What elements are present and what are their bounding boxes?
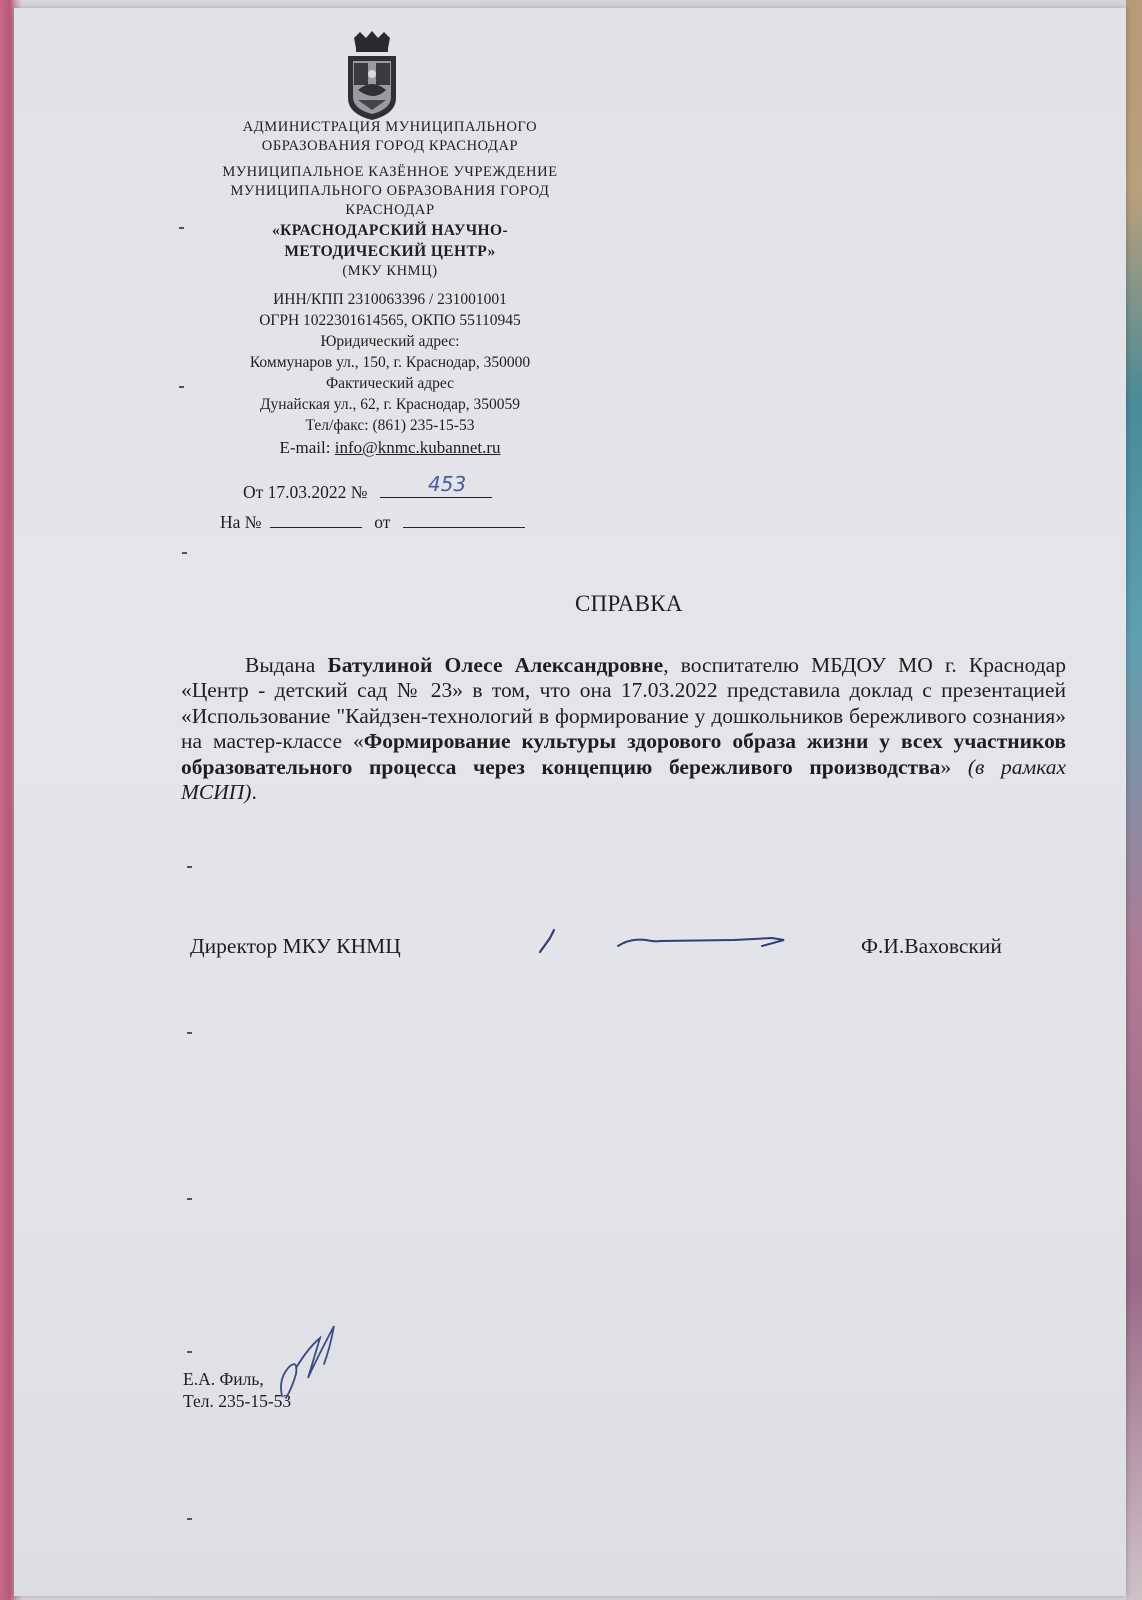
- executor-name: Е.А. Филь,: [183, 1369, 264, 1389]
- margin-mark: [187, 1198, 192, 1200]
- header-line-3: МУНИЦИПАЛЬНОЕ КАЗЁННОЕ УЧРЕЖДЕНИЕ: [222, 164, 558, 180]
- header-line-5: КРАСНОДАР: [345, 202, 435, 218]
- actual-address: Дунайская ул., 62, г. Краснодар, 350059: [259, 396, 521, 413]
- margin-mark: [187, 1351, 192, 1353]
- signatory-name: Ф.И.Ваховский: [861, 934, 1002, 958]
- reference-number-blank: [270, 527, 362, 528]
- header-line-1: АДМИНИСТРАЦИЯ МУНИЦИПАЛЬНОГО: [242, 119, 538, 135]
- org-name-line-2: МЕТОДИЧЕСКИЙ ЦЕНТР»: [284, 243, 496, 260]
- header-block: [190, 118, 590, 460]
- reference-line: [220, 512, 525, 533]
- coat-of-arms-emblem: [344, 30, 400, 122]
- reference-from-label: от: [374, 512, 391, 532]
- margin-mark: [179, 227, 184, 229]
- document-title: СПРАВКА: [575, 591, 683, 616]
- inn-line: ИНН/КПП 2310063396 / 231001001: [273, 291, 507, 308]
- ogrn-line: ОГРН 1022301614565, ОКПО 55110945: [259, 312, 521, 329]
- margin-mark: [182, 552, 187, 554]
- event-title: Формирование культуры здорового образа жизни у всех участников образовательного процесса через концепцию бережливого производства: [181, 729, 1066, 779]
- event-note: (в рамках МСИП): [181, 754, 1067, 805]
- body-text-1: Выдана: [245, 653, 328, 677]
- handwritten-number: 453: [428, 472, 467, 496]
- org-name-line-1: «КРАСНОДАРСКИЙ НАУЧНО-: [271, 222, 509, 239]
- reference-label: На №: [220, 512, 262, 532]
- email-label: E-mail:: [279, 438, 331, 457]
- signatory-position: Директор МКУ КНМЦ: [190, 934, 401, 958]
- executor-signature: [274, 1318, 354, 1408]
- margin-mark: [179, 386, 184, 388]
- margin-mark: [187, 1032, 192, 1034]
- header-line-4: МУНИЦИПАЛЬНОГО ОБРАЗОВАНИЯ ГОРОД: [230, 183, 550, 199]
- body-text-3: »: [940, 754, 968, 779]
- document-page: [14, 8, 1126, 1596]
- email-link[interactable]: info@knmc.kubannet.ru: [334, 438, 501, 457]
- director-signature: [534, 916, 794, 956]
- org-abbreviation: (МКУ КНМЦ): [342, 263, 438, 279]
- number-blank: [380, 497, 492, 498]
- body-text-4: .: [251, 780, 257, 805]
- margin-mark: [187, 1518, 192, 1520]
- executor-phone: Тел. 235-15-53: [183, 1391, 292, 1411]
- date-label: От 17.03.2022 №: [243, 482, 368, 502]
- header-line-2: ОБРАЗОВАНИЯ ГОРОД КРАСНОДАР: [261, 138, 519, 154]
- email-line: [190, 436, 590, 460]
- phone-fax: Тел/факс: (861) 235-15-53: [305, 417, 475, 434]
- margin-mark: [187, 866, 192, 868]
- reference-date-blank: [403, 527, 525, 528]
- background-edge: [1126, 0, 1142, 1600]
- actual-address-label: Фактический адрес: [325, 375, 455, 392]
- body-text-2: , воспитателю МБДОУ МО г. Краснодар «Центр - детский сад № 23» в том, что она 17.03.2022 представила доклад с презентацией «Использование "Кайдзен-технологий в формирование у дошкольников бережливого сознания» на мастер-классе «: [181, 653, 1066, 754]
- legal-address: Коммунаров ул., 150, г. Краснодар, 350000: [249, 354, 531, 371]
- legal-address-label: Юридический адрес:: [320, 333, 460, 350]
- recipient-name: Батулиной Олесе Александровне: [327, 653, 664, 677]
- document-body: [181, 653, 1066, 805]
